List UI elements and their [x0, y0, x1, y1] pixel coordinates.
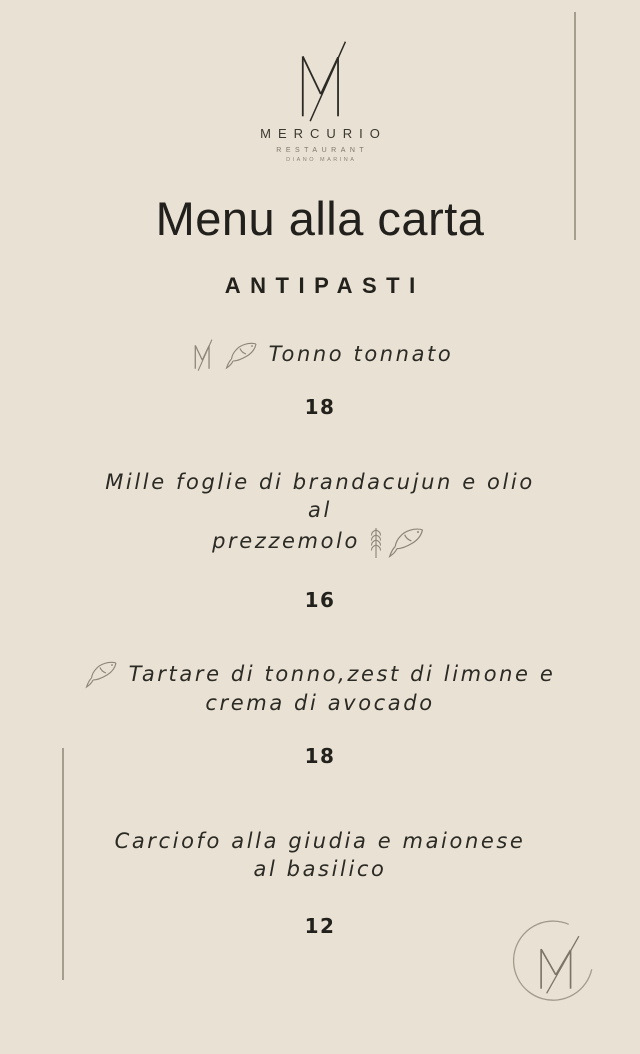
footer-circle-monogram-icon: [508, 916, 600, 1008]
dish-name-line1: Tartare di tonno,zest di limone e: [128, 661, 556, 686]
dish-price: 16: [304, 588, 336, 613]
dish-name-line2: al basilico: [253, 856, 387, 881]
dish-name: Tonno tonnato: [268, 342, 454, 367]
restaurant-name: MERCURIO: [260, 126, 387, 141]
menu-item-carciofo: [0, 828, 640, 883]
fish-icon: [225, 339, 261, 371]
page-title: Menu alla carta: [155, 192, 485, 245]
section-heading: ANTIPASTI: [224, 273, 425, 298]
menu-item-tartare: [0, 658, 640, 718]
menu-item-tonno-tonnato: [0, 339, 640, 371]
dish-name-line1: Carciofo alla giudia e maionese: [114, 829, 526, 854]
restaurant-subtitle: RESTAURANT: [276, 147, 369, 154]
left-vertical-rule: [62, 748, 64, 980]
m-mark-icon: [187, 339, 217, 371]
dish-name-line2: al: [308, 497, 332, 522]
dish-name-line2: crema di avocado: [205, 691, 435, 716]
fish-icon: [388, 524, 428, 560]
dish-price: 18: [304, 395, 336, 419]
wheat-icon: [368, 525, 384, 559]
restaurant-logo: [0, 0, 640, 163]
fish-icon: [85, 658, 121, 690]
dish-price: 12: [304, 913, 336, 938]
restaurant-location: DIANO MARINA: [286, 157, 357, 163]
m-monogram-icon: [280, 40, 360, 122]
dish-name-line1: Mille foglie di brandacujun e olio: [105, 470, 535, 494]
dish-name-line3: prezzemolo: [0, 524, 640, 560]
dish-price: 18: [304, 744, 336, 769]
menu-item-mille-foglie: [0, 469, 640, 560]
right-vertical-rule: [574, 12, 576, 240]
